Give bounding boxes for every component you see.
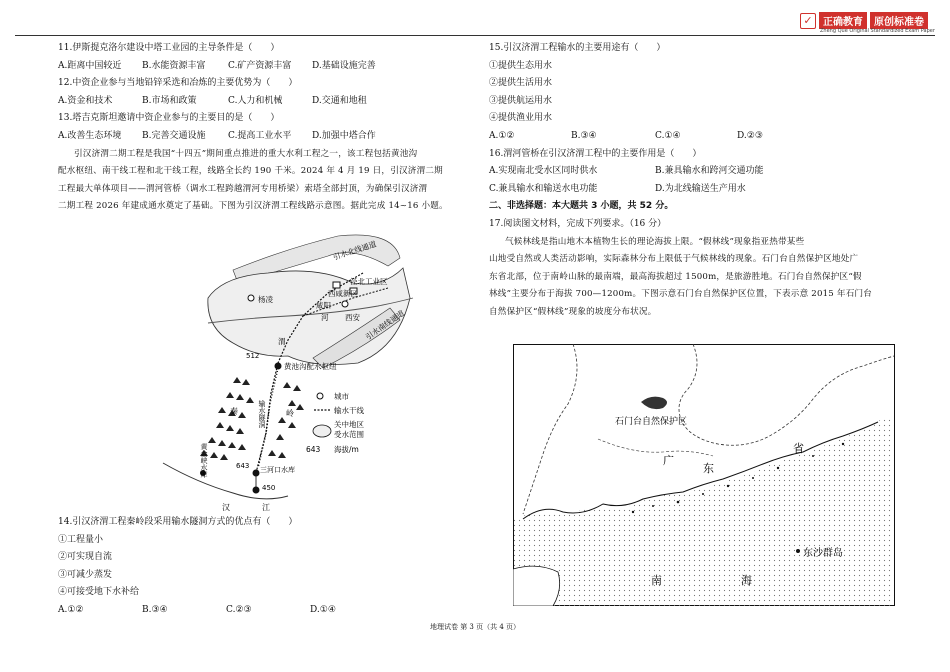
q14-option-a[interactable]: A.①② <box>58 604 84 615</box>
label-nan: 南 <box>651 574 662 587</box>
label-reserve: 石门台自然保护区 <box>615 417 688 427</box>
label-huangjinxia: 黄金峡水库 <box>200 443 208 478</box>
label-xianyang: 咸阳 <box>316 301 331 310</box>
q16-options-row1 <box>489 163 909 181</box>
q11-option-a[interactable]: A.距离中国较近 <box>58 60 122 71</box>
q14-options <box>58 602 478 620</box>
q12-option-d[interactable]: D.交通和地租 <box>312 95 367 106</box>
q14-option-c[interactable]: C.②③ <box>226 604 252 615</box>
q13-options <box>58 128 478 146</box>
label-river-wei: 渭 <box>278 337 286 346</box>
elevation-512: 512 <box>246 352 260 360</box>
q17-stem: 17.阅读图文材料，完成下列要求。（16 分） <box>489 218 667 229</box>
q16-options-row2 <box>489 181 909 199</box>
label-xian: 西安 <box>345 313 360 322</box>
label-north-line: 引水北线通道 <box>331 239 378 262</box>
q17-line: 自然保护区“假林线”现象的坡度分布状况。 <box>489 306 657 317</box>
passage-line: 引汉济渭二期工程是我国“十四五”期间重点推进的重大水利工程之一，该工程包括黄池沟 <box>74 148 418 159</box>
q15-stem: 15.引汉济渭工程输水的主要用途有（ ） <box>489 43 666 53</box>
passage <box>58 146 478 216</box>
q11-option-b[interactable]: B.水能资源丰富 <box>142 60 206 71</box>
q16-option-d[interactable]: D.为北线输送生产用水 <box>655 183 746 194</box>
label-qinling-1: 秦 <box>230 407 238 416</box>
passage-line: 配水枢纽、南干线工程和北干线工程，线路全长约 190 千米。2024 年 4 月 19 日，引汉济渭二期 <box>58 166 443 177</box>
q15-item-2: ②提供生活用水 <box>489 78 553 89</box>
label-tunnel: 输水隧洞 <box>258 400 266 428</box>
section-2-title: 二、非选择题：本大题共 3 小题，共 52 分。 <box>489 201 674 212</box>
q17-material <box>489 234 909 322</box>
label-sheng: 省 <box>793 442 804 455</box>
q16-option-c[interactable]: C.兼具输水和输送水电功能 <box>489 183 598 194</box>
legend-elev-value: 643 <box>306 445 321 454</box>
q13-option-c[interactable]: C.提高工业水平 <box>228 130 292 141</box>
q12-option-b[interactable]: B.市场和政策 <box>142 95 197 106</box>
legend-city: 城市 <box>334 392 349 401</box>
check-icon: ✓ <box>800 13 816 29</box>
legend-zone1: 关中地区 <box>334 420 364 429</box>
q16-stem: 16.渭河管桥在引汉济渭工程中的主要作用是（ ） <box>489 148 702 159</box>
passage-line: 二期工程 2026 年建成通水奠定了基础。下图为引汉济渭工程线路示意图。据此完成 14~16 小题。 <box>58 201 448 212</box>
q13-option-a[interactable]: A.改善生态环境 <box>58 130 122 141</box>
legend-trunk: 输水干线 <box>334 406 364 415</box>
qinling-mountains <box>200 377 304 460</box>
label-south-line: 引水南线通道 <box>363 308 407 342</box>
header-rule <box>15 35 935 36</box>
label-river-he: 河 <box>321 313 329 322</box>
passage-line: 工程最大单体项目——渭河管桥（调水工程跨越渭河专用桥梁）索塔全部封顶，为确保引汉济渭 <box>58 183 428 194</box>
new-area <box>333 282 340 288</box>
label-new-area: 西咸新区 <box>328 289 358 298</box>
label-industrial: 泾北工业区 <box>350 277 388 286</box>
hainan-coast <box>513 566 560 606</box>
label-jiang: 江 <box>262 503 270 512</box>
q12-options <box>58 93 478 111</box>
label-guang: 广 <box>663 454 674 467</box>
yangling-city <box>248 295 254 301</box>
label-huangchigou: 黄池沟配水枢纽 <box>284 362 337 371</box>
water-diversion-map <box>138 228 418 518</box>
q15-item-3: ③提供航运用水 <box>489 95 553 106</box>
q14-stem: 14.引汉济渭工程秦岭段采用输水隧洞方式的优点有（ ） <box>58 517 298 527</box>
dongsha-islands-marker <box>796 549 800 553</box>
q14-item-2: ②可实现自流 <box>58 552 113 563</box>
sanhekou-reservoir <box>253 470 260 477</box>
guangdong-map <box>513 344 895 606</box>
label-hai: 海 <box>741 574 752 587</box>
q11-options <box>58 58 478 76</box>
q12-option-c[interactable]: C.人力和机械 <box>228 95 283 106</box>
q14-item-1: ①工程量小 <box>58 534 104 545</box>
q14-option-d[interactable]: D.①④ <box>310 604 336 615</box>
page-footer: 地理试卷 第 3 页（共 4 页） <box>429 623 521 631</box>
map-legend <box>306 391 364 454</box>
q11-option-d[interactable]: D.基础设施完善 <box>312 60 376 71</box>
reservoir-450 <box>253 487 260 494</box>
logo-subtitle: Zheng Que Original Standardized Exam Paper <box>820 28 935 34</box>
q15-option-c[interactable]: C.①④ <box>655 130 681 141</box>
legend-zone2: 受水范围 <box>334 430 364 439</box>
q15-item-4: ④提供渔业用水 <box>489 113 553 124</box>
logo-name: 正确教育 <box>819 12 867 29</box>
q14-item-3: ③可减少蒸发 <box>58 569 113 580</box>
label-sanhekou: 三河口水库 <box>260 466 295 474</box>
q11-stem: 11.伊斯提克洛尔建设中塔工业园的主导条件是（ ） <box>58 43 280 53</box>
q15-option-a[interactable]: A.①② <box>489 130 515 141</box>
q17-line: 林线”主要分布于海拔 700—1200m。下图示意石门台自然保护区位置，下表示意 2015 年石门台 <box>489 289 873 300</box>
q14-option-b[interactable]: B.③④ <box>142 604 168 615</box>
q16-option-a[interactable]: A.实现南北受水区同时供水 <box>489 166 598 177</box>
q15-option-d[interactable]: D.②③ <box>737 130 763 141</box>
q12-option-a[interactable]: A.资金和技术 <box>58 95 113 106</box>
logo-tag: 原创标准卷 <box>870 12 928 29</box>
label-yangling: 杨凌 <box>258 295 273 304</box>
q13-option-d[interactable]: D.加强中塔合作 <box>312 130 376 141</box>
q15-item-1: ①提供生态用水 <box>489 60 553 71</box>
q13-option-b[interactable]: B.完善交通设施 <box>142 130 206 141</box>
q17-line: 东省北部，位于南岭山脉的最南端，最高海拔超过 1500m，是旅游胜地。石门台自然保护区“假 <box>489 271 862 282</box>
q11-option-c[interactable]: C.矿产资源丰富 <box>228 60 292 71</box>
q13-stem: 13.塔吉克斯坦邀请中资企业参与的主要目的是（ ） <box>58 113 280 124</box>
label-han: 汉 <box>222 503 230 512</box>
label-islands: 东沙群岛 <box>803 548 843 559</box>
elevation-643: 643 <box>236 462 250 470</box>
q15-options <box>489 128 909 146</box>
legend-elev-label: 海拔/m <box>334 445 359 454</box>
q15-option-b[interactable]: B.③④ <box>571 130 597 141</box>
q16-option-b[interactable]: B.兼具输水和跨河交通功能 <box>655 166 764 177</box>
q12-stem: 12.中资企业参与当地铅锌采选和冶炼的主要优势为（ ） <box>58 78 298 89</box>
q17-line: 气候林线是指山地木本植物生长的理论海拔上限。“假林线”现象指亚热带某些 <box>505 236 805 247</box>
brand-logo <box>800 12 935 34</box>
label-dong: 东 <box>703 462 714 475</box>
q14-item-4: ④可接受地下水补给 <box>58 587 140 598</box>
elevation-450: 450 <box>262 484 276 492</box>
huangchigou-hub <box>275 363 282 370</box>
label-qinling-2: 岭 <box>286 409 294 418</box>
q17-line: 山地受自然或人类活动影响，实际森林分布上限低于气候林线的现象。石门台自然保护区地处广 <box>489 254 859 265</box>
xian-city <box>342 301 348 307</box>
